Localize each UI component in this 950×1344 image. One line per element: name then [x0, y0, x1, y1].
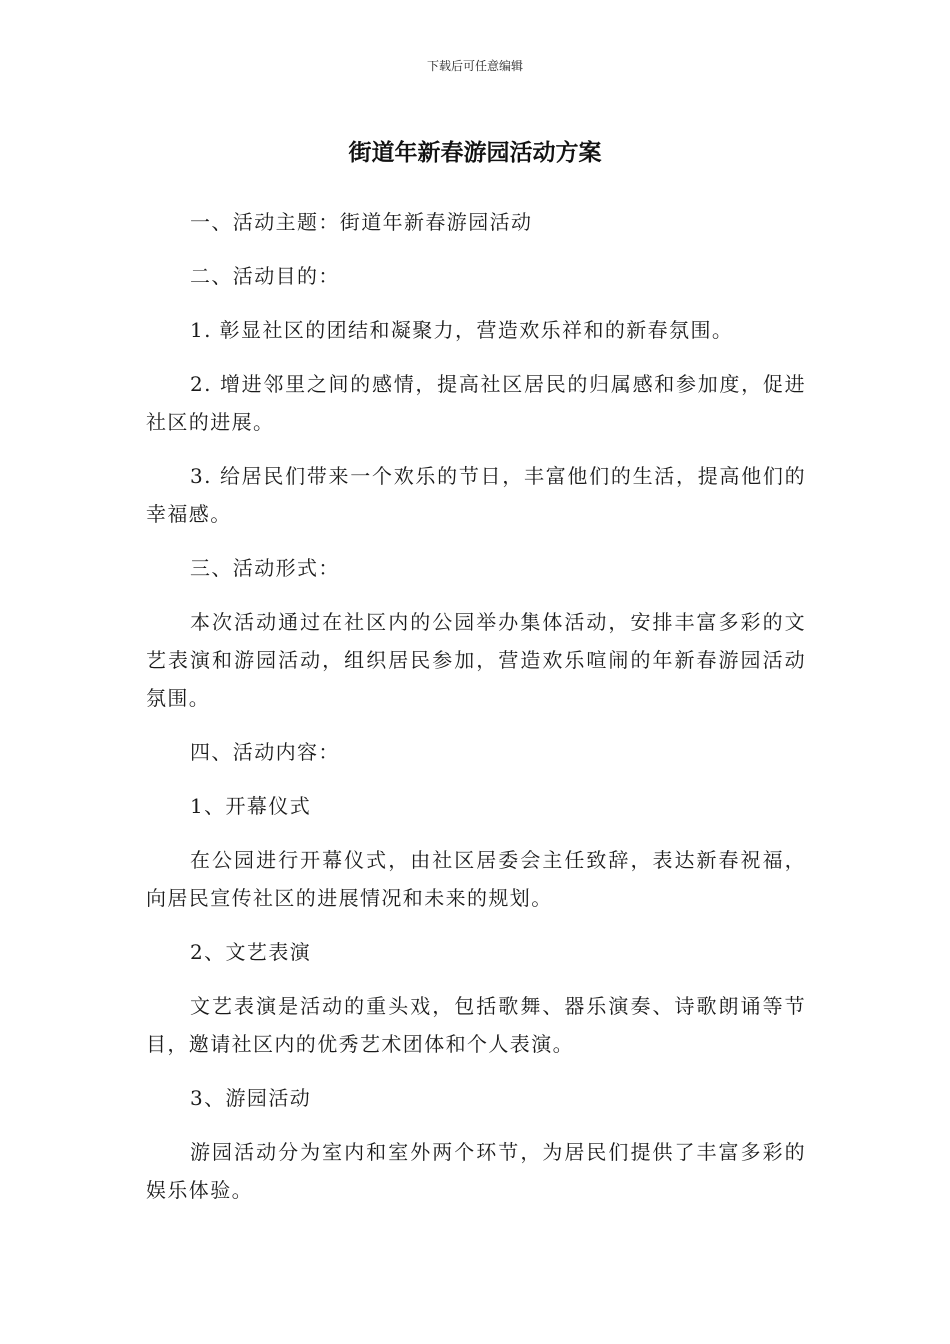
garden-paragraph: 游园活动分为室内和室外两个环节，为居民们提供了丰富多彩的娱乐体验。 [146, 1140, 806, 1202]
subsection-garden-heading: 3、游园活动 [190, 1086, 312, 1110]
purpose-item-2: 2. 增进邻里之间的感情，提高社区居民的归属感和参加度，促进社区的进展。 [146, 372, 806, 434]
document-body [146, 203, 806, 1225]
section-purpose-heading: 二、活动目的： [190, 264, 340, 288]
document-title: 街道年新春游园活动方案 [348, 140, 602, 166]
header-note: 下载后可任意编辑 [426, 59, 523, 73]
section-content-heading: 四、活动内容： [190, 740, 340, 764]
form-paragraph: 本次活动通过在社区内的公园举办集体活动，安排丰富多彩的文艺表演和游园活动，组织居民参加，营造欢乐喧闹的年新春游园活动氛围。 [146, 610, 806, 710]
section-theme: 一、活动主题：街道年新春游园活动 [190, 210, 533, 234]
section-form-heading: 三、活动形式： [190, 556, 340, 580]
subsection-performance-heading: 2、文艺表演 [190, 940, 312, 964]
opening-paragraph: 在公园进行开幕仪式，由社区居委会主任致辞，表达新春祝福，向居民宣传社区的进展情况和未来的规划。 [146, 848, 806, 910]
subsection-opening-heading: 1、开幕仪式 [190, 794, 312, 818]
purpose-item-1: 1. 彰显社区的团结和凝聚力，营造欢乐祥和的新春氛围。 [190, 318, 734, 342]
purpose-item-3: 3. 给居民们带来一个欢乐的节日，丰富他们的生活，提高他们的幸福感。 [146, 464, 806, 526]
performance-paragraph: 文艺表演是活动的重头戏，包括歌舞、器乐演奏、诗歌朗诵等节目，邀请社区内的优秀艺术团体和个人表演。 [146, 994, 806, 1056]
